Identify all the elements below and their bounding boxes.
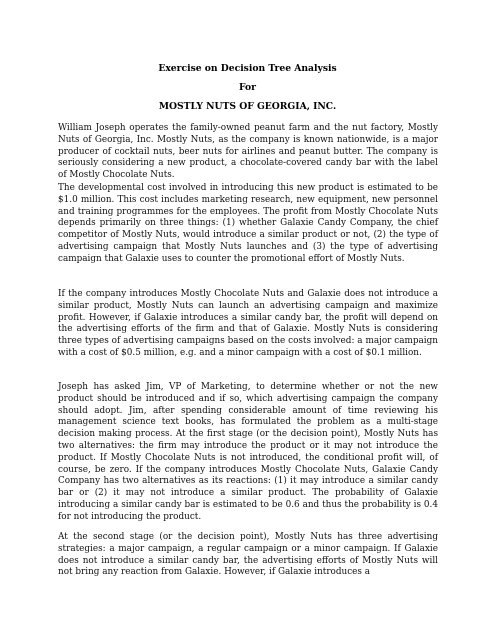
paragraph-decision-process: Joseph has asked Jim, VP of Marketing, to determine whether or not the new product should be introduced and if so, which advertising campaign the company should adopt. Jim, after spending considerable amount of time reviewing his management science text books, has formulated the problem as a multi-stage decision making process. At the first stage (or the decision point), Mostly Nuts has two alternatives: the firm may introduce the product or it may not introduce the product. If Mostly Chocolate Nuts is not introduced, the conditional profit will, of course, be zero. If the company introduces Mostly Chocolate Nuts, Galaxie Candy Company has two alternatives as its reactions: (1) it may introduce a similar candy bar or (2) it may not introduce a similar product. The probability of Galaxie introducing a similar candy bar is estimated to be 0.6 and thus the probability is 0.4 for not introducing the product. bbox=[58, 382, 438, 522]
document-title: Exercise on Decision Tree Analysis bbox=[158, 63, 337, 74]
paragraph-competitor-scenario: If the company introduces Mostly Chocolate Nuts and Galaxie does not introduce a similar product, Mostly Nuts can launch an advertising campaign and maximize profit. However, if Galaxie introduces a similar candy bar, the profit will depend on the advertising efforts of the firm and that of Galaxie. Mostly Nuts is considering three types of advertising campaigns based on the costs involved: a major campaign with a cost of $0.5 million, e.g. and a minor campaign with a cost of $0.1 million. bbox=[58, 289, 438, 358]
paragraph-intro: William Joseph operates the family-owned peanut farm and the nut factory, Mostly Nuts of Georgia, Inc. Mostly Nuts, as the company is known nationwide, is a major producer of cocktail nuts, beer nuts for airlines and peanut butter. The company is seriously considering a new product, a chocolate-covered candy bar with the label of Mostly Chocolate Nuts. bbox=[58, 123, 438, 181]
document-company-title: MOSTLY NUTS OF GEORGIA, INC. bbox=[158, 101, 337, 112]
paragraph-second-stage: At the second stage (or the decision point), Mostly Nuts has three advertising strategies: a major campaign, a regular campaign or a minor campaign. If Galaxie does not introduce a similar candy bar, the advertising efforts of Mostly Nuts will not bring any reaction from Galaxie. However, if Galaxie introduces a bbox=[58, 532, 438, 578]
document-title-for: For bbox=[239, 82, 256, 93]
paragraph-development-cost: The developmental cost involved in introducing this new product is estimated to be $1.0 million. This cost includes marketing research, new equipment, new personnel and training programmes for the employees. The profit from Mostly Chocolate Nuts depends primarily on three things: (1) whether Galaxie Candy Company, the chief competitor of Mostly Nuts, would introduce a similar product or not, (2) the type of advertising campaign that Mostly Nuts launches and (3) the type of advertising campaign that Galaxie uses to counter the promotional effort of Mostly Nuts. bbox=[58, 183, 438, 264]
